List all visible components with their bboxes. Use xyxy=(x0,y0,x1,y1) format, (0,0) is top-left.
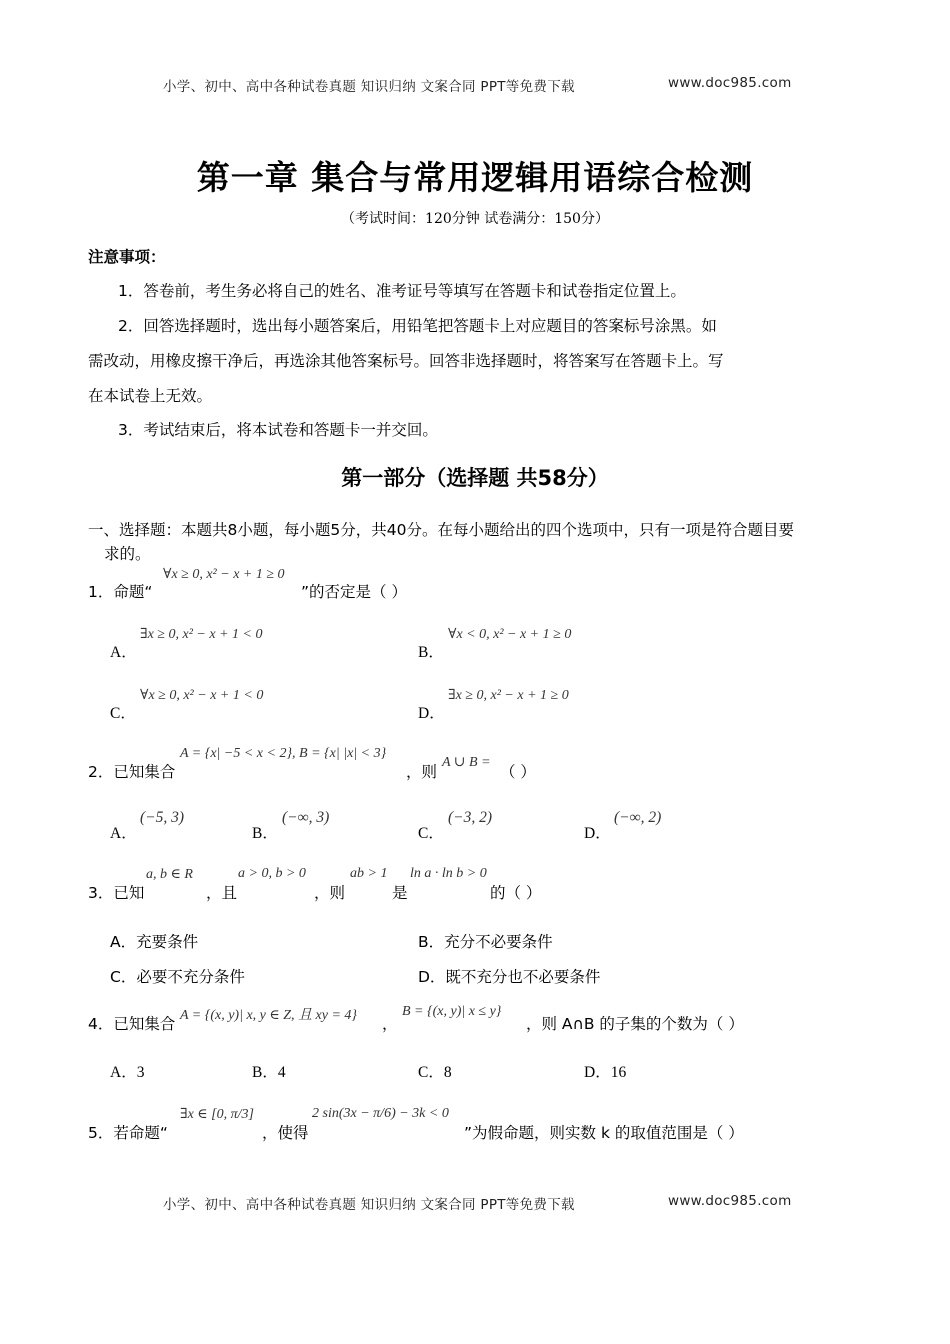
q4-prefix: 4．已知集合 xyxy=(88,1015,176,1033)
note-2a: 2．回答选择题时，选出每小题答案后，用铅笔把答题卡上对应题目的答案标号涂黑。如 xyxy=(118,317,717,335)
q2-option-d-math: (−∞, 2) xyxy=(614,809,662,826)
q1-option-c-math: ∀x ≥ 0, x² − x + 1 < 0 xyxy=(140,688,264,703)
q1-option-a-math: ∃x ≥ 0, x² − x + 1 < 0 xyxy=(140,627,263,642)
q2-option-c-math: (−3, 2) xyxy=(448,809,493,826)
q2-prefix: 2．已知集合 xyxy=(88,763,176,781)
q4-option-d[interactable]: D．16 xyxy=(584,1064,627,1081)
note-2b: 需改动，用橡皮擦干净后，再选涂其他答案标号。回答非选择题时，将答案写在答题卡上。写 xyxy=(88,352,724,370)
q3-text-3: 是 xyxy=(392,884,408,902)
section-1-line1: 一、选择题：本题共8小题，每小题5分，共40分。在每小题给出的四个选项中，只有一项是符合题目要 xyxy=(88,521,794,539)
q2-mid: ，则 xyxy=(406,763,438,781)
q3-math-4: ln a · ln b > 0 xyxy=(410,866,487,881)
q3-option-c[interactable]: C．必要不充分条件 xyxy=(110,968,245,986)
q1-option-b-label[interactable]: B． xyxy=(418,644,444,661)
footer-url[interactable]: www.doc985.com xyxy=(668,1193,792,1209)
q4-suffix: ，则 A∩B 的子集的个数为（ ） xyxy=(526,1015,744,1033)
header-text: 小学、初中、高中各种试卷真题 知识归纳 文案合同 PPT等免费下载 xyxy=(163,79,575,95)
notes-heading: 注意事项： xyxy=(88,248,166,266)
q3-math-3: ab > 1 xyxy=(350,866,388,881)
q5-suffix: ”为假命题，则实数 k 的取值范围是（ ） xyxy=(464,1124,744,1142)
q2-option-c-label[interactable]: C． xyxy=(418,825,444,842)
q3-suffix: 的（ ） xyxy=(490,884,542,902)
page-title: 第一章 集合与常用逻辑用语综合检测 xyxy=(196,158,754,197)
note-2c: 在本试卷上无效。 xyxy=(88,387,213,405)
q1-math: ∀x ≥ 0, x² − x + 1 ≥ 0 xyxy=(163,567,285,582)
q3-math-1: a, b ∈ R xyxy=(146,867,193,882)
q2-option-a-math: (−5, 3) xyxy=(140,809,185,826)
q2-option-b-label[interactable]: B． xyxy=(252,825,278,842)
q4-math-1: A = {(x, y)| x, y ∈ Z, 且 xy = 4} xyxy=(180,1008,357,1023)
q5-math-1: ∃x ∈ [0, π/3] xyxy=(180,1107,254,1122)
exam-info: （考试时间：120分钟 试卷满分：150分） xyxy=(341,211,609,227)
q3-option-d[interactable]: D．既不充分也不必要条件 xyxy=(418,968,601,986)
q4-option-a[interactable]: A．3 xyxy=(110,1064,145,1081)
note-1: 1．答卷前，考生务必将自己的姓名、准考证号等填写在答题卡和试卷指定位置上。 xyxy=(118,282,686,300)
q3-math-2: a > 0, b > 0 xyxy=(238,866,306,881)
q1-prefix: 1．命题“ xyxy=(88,583,153,601)
q4-text-1: ， xyxy=(382,1015,398,1033)
q1-suffix: ”的否定是（ ） xyxy=(301,583,407,601)
q2-math-sets: A = {x| −5 < x < 2}, B = {x| |x| < 3} xyxy=(180,746,387,761)
q2-math-union: A ∪ B = xyxy=(442,755,491,770)
q2-option-a-label[interactable]: A． xyxy=(110,825,137,842)
section-1-line2: 求的。 xyxy=(104,545,151,563)
q2-option-b-math: (−∞, 3) xyxy=(282,809,330,826)
q3-text-1: ，且 xyxy=(206,884,238,902)
header-url[interactable]: www.doc985.com xyxy=(668,75,792,91)
q5-math-2: 2 sin(3x − π/6) − 3k < 0 xyxy=(312,1106,449,1121)
note-3: 3．考试结束后，将本试卷和答题卡一并交回。 xyxy=(118,421,438,439)
q4-option-c[interactable]: C．8 xyxy=(418,1064,452,1081)
q5-text-1: ，使得 xyxy=(262,1124,309,1142)
q1-option-a-label[interactable]: A． xyxy=(110,644,137,661)
footer-text: 小学、初中、高中各种试卷真题 知识归纳 文案合同 PPT等免费下载 xyxy=(163,1197,575,1213)
q4-option-b[interactable]: B．4 xyxy=(252,1064,286,1081)
q1-option-d-math: ∃x ≥ 0, x² − x + 1 ≥ 0 xyxy=(448,688,569,703)
q3-option-b[interactable]: B．充分不必要条件 xyxy=(418,933,553,951)
q3-option-a[interactable]: A．充要条件 xyxy=(110,933,199,951)
q3-prefix: 3．已知 xyxy=(88,884,145,902)
q2-suffix: （ ） xyxy=(500,763,536,781)
q5-prefix: 5．若命题“ xyxy=(88,1124,168,1142)
q3-text-2: ，则 xyxy=(314,884,346,902)
part-1-heading: 第一部分（选择题 共58分） xyxy=(341,466,609,490)
q2-option-d-label[interactable]: D． xyxy=(584,825,611,842)
q1-option-c-label[interactable]: C． xyxy=(110,705,136,722)
q4-math-2: B = {(x, y)| x ≤ y} xyxy=(402,1004,502,1019)
q1-option-b-math: ∀x < 0, x² − x + 1 ≥ 0 xyxy=(448,627,572,642)
q1-option-d-label[interactable]: D． xyxy=(418,705,445,722)
